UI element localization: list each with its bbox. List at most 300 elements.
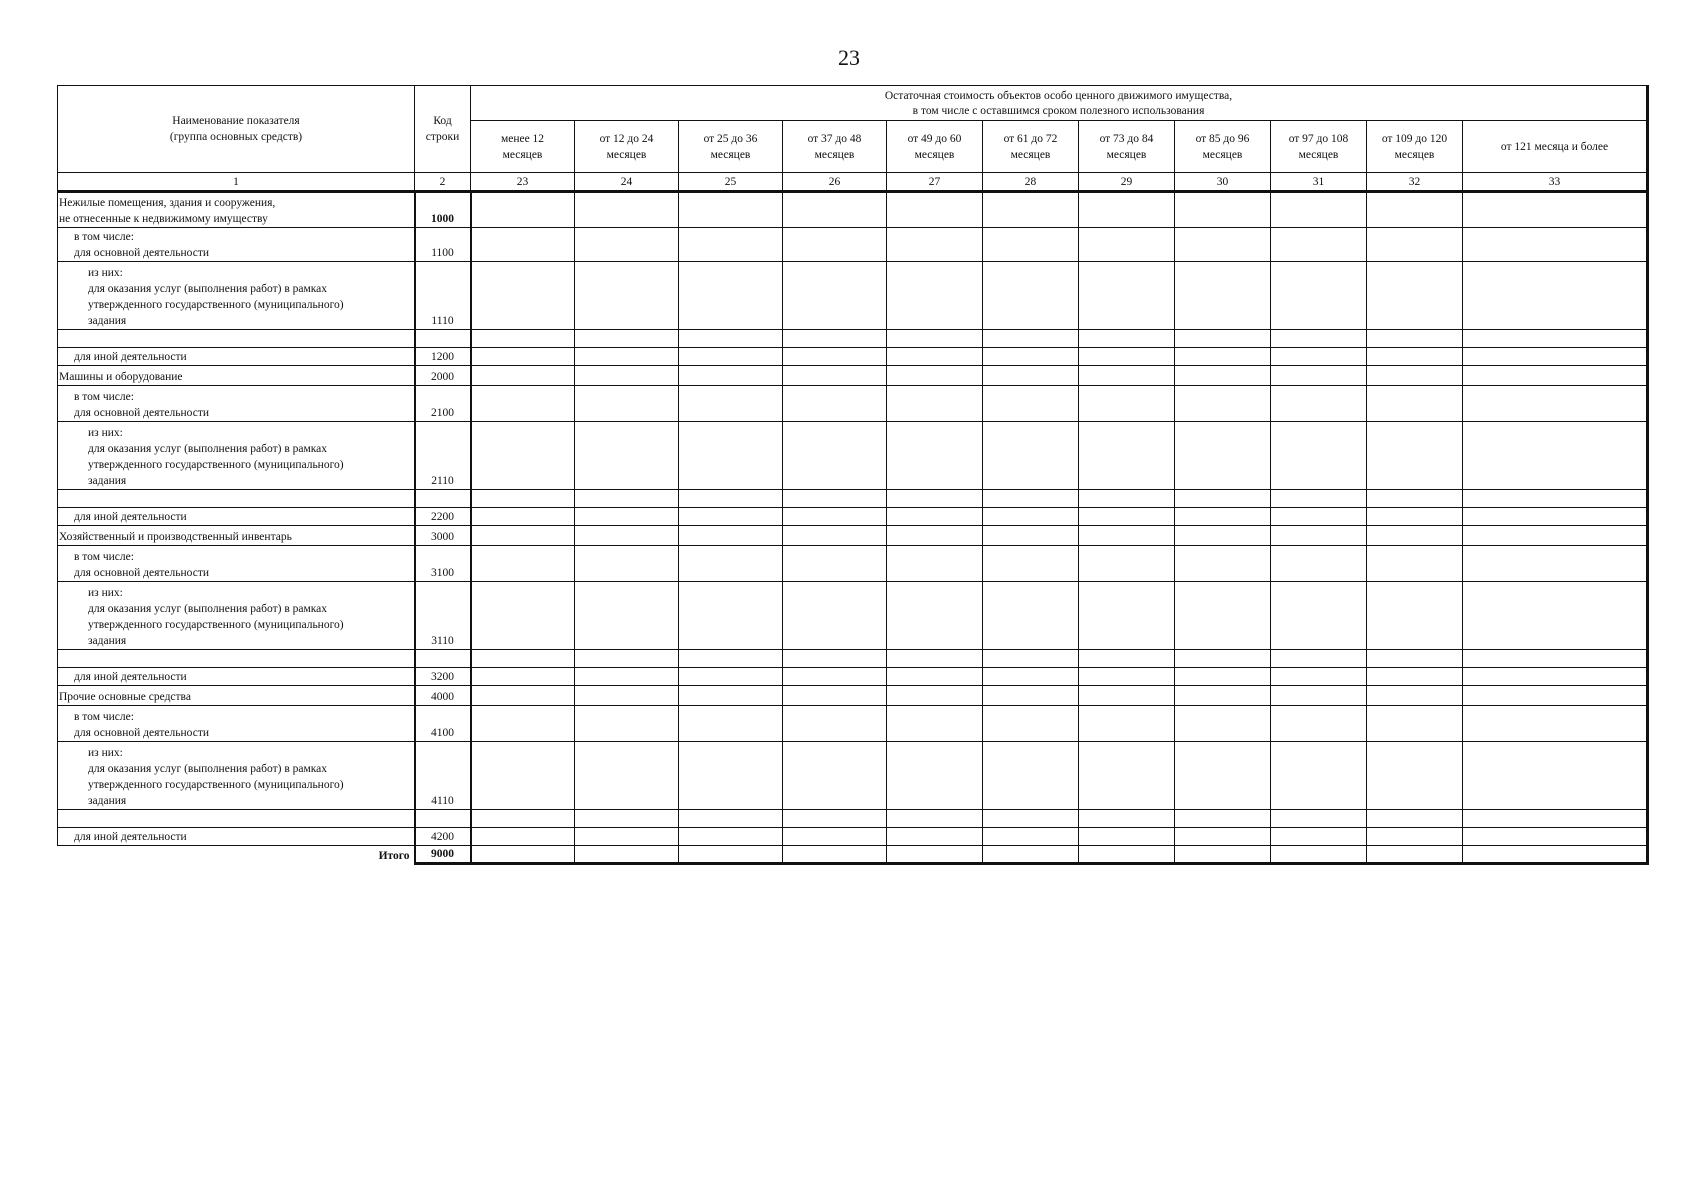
value-cell[interactable] bbox=[575, 546, 679, 582]
value-cell[interactable] bbox=[1271, 650, 1367, 668]
value-cell[interactable] bbox=[1175, 330, 1271, 348]
value-cell[interactable] bbox=[887, 490, 983, 508]
value-cell[interactable] bbox=[983, 546, 1079, 582]
value-cell[interactable] bbox=[887, 742, 983, 810]
value-cell[interactable] bbox=[1463, 422, 1648, 490]
value-cell[interactable] bbox=[887, 330, 983, 348]
row-indicator-name: Прочие основные средства bbox=[58, 686, 415, 706]
value-cell[interactable] bbox=[1271, 810, 1367, 828]
value-cell[interactable] bbox=[983, 810, 1079, 828]
value-cell[interactable] bbox=[1367, 668, 1463, 686]
value-cell[interactable] bbox=[1463, 810, 1648, 828]
value-cell[interactable] bbox=[1175, 422, 1271, 490]
value-cell[interactable] bbox=[471, 650, 575, 668]
value-cell[interactable] bbox=[1079, 810, 1175, 828]
value-cell[interactable] bbox=[1463, 262, 1648, 330]
value-cell[interactable] bbox=[1079, 490, 1175, 508]
value-cell[interactable] bbox=[679, 546, 783, 582]
value-cell[interactable] bbox=[887, 686, 983, 706]
value-cell[interactable] bbox=[983, 526, 1079, 546]
value-cell[interactable] bbox=[1079, 422, 1175, 490]
value-cell[interactable] bbox=[1271, 686, 1367, 706]
value-cell[interactable] bbox=[1175, 366, 1271, 386]
value-cell[interactable] bbox=[983, 386, 1079, 422]
row-indicator-name: для иной деятельности bbox=[58, 508, 415, 526]
row-code: 4110 bbox=[415, 742, 471, 810]
value-cell[interactable] bbox=[1175, 262, 1271, 330]
value-cell[interactable] bbox=[1367, 686, 1463, 706]
value-cell[interactable] bbox=[1079, 228, 1175, 262]
value-cell[interactable] bbox=[1463, 386, 1648, 422]
value-cell[interactable] bbox=[575, 686, 679, 706]
value-cell[interactable] bbox=[783, 422, 887, 490]
value-cell[interactable] bbox=[1271, 262, 1367, 330]
value-cell[interactable] bbox=[679, 330, 783, 348]
column-number: 28 bbox=[983, 173, 1079, 192]
value-cell[interactable] bbox=[783, 668, 887, 686]
value-cell[interactable] bbox=[575, 668, 679, 686]
value-cell[interactable] bbox=[1271, 490, 1367, 508]
value-cell[interactable] bbox=[1175, 582, 1271, 650]
header-period-col: от 25 до 36 месяцев bbox=[679, 121, 783, 173]
value-cell[interactable] bbox=[1175, 192, 1271, 228]
value-cell[interactable] bbox=[679, 508, 783, 526]
value-cell[interactable] bbox=[1463, 366, 1648, 386]
value-cell[interactable] bbox=[983, 262, 1079, 330]
column-number: 24 bbox=[575, 173, 679, 192]
value-cell[interactable] bbox=[887, 192, 983, 228]
value-cell[interactable] bbox=[1463, 348, 1648, 366]
value-cell[interactable] bbox=[575, 422, 679, 490]
value-cell[interactable] bbox=[1367, 262, 1463, 330]
table-row bbox=[58, 262, 1648, 330]
value-cell[interactable] bbox=[983, 366, 1079, 386]
value-cell[interactable] bbox=[575, 348, 679, 366]
column-number: 31 bbox=[1271, 173, 1367, 192]
value-cell[interactable] bbox=[471, 422, 575, 490]
value-cell[interactable] bbox=[1367, 490, 1463, 508]
value-cell[interactable] bbox=[783, 828, 887, 846]
value-cell[interactable] bbox=[1175, 348, 1271, 366]
header-row-code: Код строки bbox=[415, 86, 471, 173]
total-value-cell[interactable] bbox=[471, 846, 575, 864]
value-cell[interactable] bbox=[1271, 366, 1367, 386]
value-cell[interactable] bbox=[1367, 706, 1463, 742]
row-code: 3100 bbox=[415, 546, 471, 582]
value-cell[interactable] bbox=[1079, 386, 1175, 422]
value-cell[interactable] bbox=[1463, 686, 1648, 706]
value-cell[interactable] bbox=[887, 526, 983, 546]
table-row bbox=[58, 706, 1648, 742]
value-cell[interactable] bbox=[887, 582, 983, 650]
value-cell[interactable] bbox=[1463, 546, 1648, 582]
value-cell[interactable] bbox=[1463, 490, 1648, 508]
value-cell[interactable] bbox=[575, 582, 679, 650]
value-cell[interactable] bbox=[471, 262, 575, 330]
value-cell[interactable] bbox=[1271, 828, 1367, 846]
value-cell[interactable] bbox=[1367, 742, 1463, 810]
value-cell[interactable] bbox=[1175, 386, 1271, 422]
value-cell[interactable] bbox=[1463, 228, 1648, 262]
value-cell[interactable] bbox=[679, 686, 783, 706]
value-cell[interactable] bbox=[679, 668, 783, 686]
value-cell[interactable] bbox=[983, 422, 1079, 490]
value-cell[interactable] bbox=[1367, 366, 1463, 386]
value-cell[interactable] bbox=[1463, 330, 1648, 348]
row-code: 4200 bbox=[415, 828, 471, 846]
total-code: 9000 bbox=[415, 846, 471, 864]
value-cell[interactable] bbox=[575, 650, 679, 668]
value-cell[interactable] bbox=[471, 526, 575, 546]
value-cell[interactable] bbox=[1463, 582, 1648, 650]
value-cell[interactable] bbox=[575, 742, 679, 810]
value-cell[interactable] bbox=[1079, 686, 1175, 706]
row-code: 3000 bbox=[415, 526, 471, 546]
value-cell[interactable] bbox=[1271, 422, 1367, 490]
value-cell[interactable] bbox=[575, 228, 679, 262]
value-cell[interactable] bbox=[471, 686, 575, 706]
value-cell[interactable] bbox=[471, 810, 575, 828]
table-row bbox=[58, 228, 1648, 262]
value-cell[interactable] bbox=[887, 706, 983, 742]
value-cell[interactable] bbox=[983, 330, 1079, 348]
value-cell[interactable] bbox=[783, 650, 887, 668]
header-period-col: от 12 до 24 месяцев bbox=[575, 121, 679, 173]
value-cell[interactable] bbox=[887, 262, 983, 330]
value-cell[interactable] bbox=[783, 366, 887, 386]
table-row bbox=[58, 366, 1648, 386]
value-cell[interactable] bbox=[1079, 192, 1175, 228]
value-cell[interactable] bbox=[1271, 706, 1367, 742]
value-cell[interactable] bbox=[679, 742, 783, 810]
value-cell[interactable] bbox=[887, 650, 983, 668]
value-cell[interactable] bbox=[679, 228, 783, 262]
value-cell[interactable] bbox=[983, 742, 1079, 810]
value-cell[interactable] bbox=[1175, 228, 1271, 262]
table-row bbox=[58, 582, 1648, 650]
value-cell[interactable] bbox=[783, 386, 887, 422]
column-number: 25 bbox=[679, 173, 783, 192]
value-cell[interactable] bbox=[1175, 668, 1271, 686]
row-code: 1000 bbox=[415, 192, 471, 228]
value-cell[interactable] bbox=[679, 192, 783, 228]
value-cell[interactable] bbox=[983, 686, 1079, 706]
value-cell[interactable] bbox=[471, 192, 575, 228]
value-cell[interactable] bbox=[679, 828, 783, 846]
row-code bbox=[415, 810, 471, 828]
value-cell[interactable] bbox=[983, 650, 1079, 668]
value-cell[interactable] bbox=[575, 508, 679, 526]
value-cell[interactable] bbox=[783, 686, 887, 706]
value-cell[interactable] bbox=[1367, 828, 1463, 846]
value-cell[interactable] bbox=[1271, 668, 1367, 686]
row-code bbox=[415, 650, 471, 668]
value-cell[interactable] bbox=[575, 828, 679, 846]
row-code: 2110 bbox=[415, 422, 471, 490]
value-cell[interactable] bbox=[783, 526, 887, 546]
table-row bbox=[58, 546, 1648, 582]
value-cell[interactable] bbox=[1463, 526, 1648, 546]
value-cell[interactable] bbox=[575, 386, 679, 422]
value-cell[interactable] bbox=[887, 508, 983, 526]
value-cell[interactable] bbox=[983, 828, 1079, 846]
value-cell[interactable] bbox=[1079, 668, 1175, 686]
value-cell[interactable] bbox=[679, 386, 783, 422]
value-cell[interactable] bbox=[887, 810, 983, 828]
value-cell[interactable] bbox=[1463, 192, 1648, 228]
column-number: 32 bbox=[1367, 173, 1463, 192]
table-row bbox=[58, 386, 1648, 422]
value-cell[interactable] bbox=[983, 668, 1079, 686]
value-cell[interactable] bbox=[471, 828, 575, 846]
value-cell[interactable] bbox=[783, 262, 887, 330]
value-cell[interactable] bbox=[887, 546, 983, 582]
value-cell[interactable] bbox=[1463, 668, 1648, 686]
value-cell[interactable] bbox=[1271, 228, 1367, 262]
row-indicator-name: для иной деятельности bbox=[58, 348, 415, 366]
total-value-cell[interactable] bbox=[1463, 846, 1648, 864]
value-cell[interactable] bbox=[471, 582, 575, 650]
column-number: 33 bbox=[1463, 173, 1648, 192]
value-cell[interactable] bbox=[783, 508, 887, 526]
header-period-col: от 121 месяца и более bbox=[1463, 121, 1648, 173]
value-cell[interactable] bbox=[679, 422, 783, 490]
row-indicator-name: Нежилые помещения, здания и сооружения, не отнесенные к недвижимому имуществу bbox=[58, 192, 415, 228]
value-cell[interactable] bbox=[1271, 742, 1367, 810]
value-cell[interactable] bbox=[983, 228, 1079, 262]
value-cell[interactable] bbox=[783, 228, 887, 262]
value-cell[interactable] bbox=[1079, 526, 1175, 546]
value-cell[interactable] bbox=[471, 386, 575, 422]
total-value-cell[interactable] bbox=[679, 846, 783, 864]
value-cell[interactable] bbox=[1079, 828, 1175, 846]
header-indicator-name: Наименование показателя (группа основных средств) bbox=[58, 86, 415, 173]
total-label: Итого bbox=[378, 849, 410, 862]
value-cell[interactable] bbox=[679, 810, 783, 828]
value-cell[interactable] bbox=[1463, 706, 1648, 742]
value-cell[interactable] bbox=[1175, 706, 1271, 742]
value-cell[interactable] bbox=[1175, 490, 1271, 508]
table-row bbox=[58, 508, 1648, 526]
table-row bbox=[58, 330, 1648, 348]
value-cell[interactable] bbox=[887, 422, 983, 490]
value-cell[interactable] bbox=[1079, 348, 1175, 366]
total-value-cell[interactable] bbox=[1367, 846, 1463, 864]
value-cell[interactable] bbox=[1271, 386, 1367, 422]
row-indicator-name: из них: для оказания услуг (выполнения работ) в рамках утвержденного государственного (муниципального) задания bbox=[58, 422, 415, 490]
page-number: 23 bbox=[838, 45, 860, 70]
value-cell[interactable] bbox=[1175, 546, 1271, 582]
value-cell[interactable] bbox=[783, 192, 887, 228]
total-value-cell[interactable] bbox=[1175, 846, 1271, 864]
row-code: 4100 bbox=[415, 706, 471, 742]
row-code: 3110 bbox=[415, 582, 471, 650]
value-cell[interactable] bbox=[1271, 508, 1367, 526]
value-cell[interactable] bbox=[887, 366, 983, 386]
total-value-cell[interactable] bbox=[983, 846, 1079, 864]
value-cell[interactable] bbox=[1271, 348, 1367, 366]
value-cell[interactable] bbox=[1367, 508, 1463, 526]
value-cell[interactable] bbox=[575, 810, 679, 828]
value-cell[interactable] bbox=[1079, 650, 1175, 668]
value-cell[interactable] bbox=[1271, 330, 1367, 348]
value-cell[interactable] bbox=[575, 366, 679, 386]
value-cell[interactable] bbox=[471, 706, 575, 742]
header-period-col: от 61 до 72 месяцев bbox=[983, 121, 1079, 173]
value-cell[interactable] bbox=[887, 828, 983, 846]
row-indicator-name: Хозяйственный и производственный инвентарь bbox=[58, 526, 415, 546]
row-code bbox=[415, 490, 471, 508]
row-indicator-name: из них: для оказания услуг (выполнения работ) в рамках утвержденного государственного (муниципального) задания bbox=[58, 742, 415, 810]
value-cell[interactable] bbox=[679, 706, 783, 742]
value-cell[interactable] bbox=[783, 742, 887, 810]
value-cell[interactable] bbox=[1367, 192, 1463, 228]
row-code: 2200 bbox=[415, 508, 471, 526]
value-cell[interactable] bbox=[783, 490, 887, 508]
value-cell[interactable] bbox=[887, 228, 983, 262]
column-number: 1 bbox=[58, 173, 415, 192]
value-cell[interactable] bbox=[575, 706, 679, 742]
value-cell[interactable] bbox=[1271, 526, 1367, 546]
row-code bbox=[415, 330, 471, 348]
value-cell[interactable] bbox=[471, 366, 575, 386]
value-cell[interactable] bbox=[983, 582, 1079, 650]
value-cell[interactable] bbox=[679, 490, 783, 508]
value-cell[interactable] bbox=[679, 348, 783, 366]
table-row bbox=[58, 810, 1648, 828]
row-code: 1110 bbox=[415, 262, 471, 330]
form-table-container bbox=[57, 85, 1647, 865]
value-cell[interactable] bbox=[679, 650, 783, 668]
value-cell[interactable] bbox=[1271, 192, 1367, 228]
value-cell[interactable] bbox=[887, 348, 983, 366]
value-cell[interactable] bbox=[1367, 582, 1463, 650]
value-cell[interactable] bbox=[679, 582, 783, 650]
value-cell[interactable] bbox=[679, 526, 783, 546]
value-cell[interactable] bbox=[783, 348, 887, 366]
total-value-cell[interactable] bbox=[887, 846, 983, 864]
value-cell[interactable] bbox=[783, 706, 887, 742]
value-cell[interactable] bbox=[471, 546, 575, 582]
value-cell[interactable] bbox=[471, 742, 575, 810]
value-cell[interactable] bbox=[983, 508, 1079, 526]
header-period-col: от 73 до 84 месяцев bbox=[1079, 121, 1175, 173]
value-cell[interactable] bbox=[1367, 228, 1463, 262]
value-cell[interactable] bbox=[1367, 526, 1463, 546]
value-cell[interactable] bbox=[983, 490, 1079, 508]
value-cell[interactable] bbox=[1271, 546, 1367, 582]
value-cell[interactable] bbox=[1079, 508, 1175, 526]
value-cell[interactable] bbox=[471, 330, 575, 348]
value-cell[interactable] bbox=[1271, 582, 1367, 650]
value-cell[interactable] bbox=[1367, 810, 1463, 828]
value-cell[interactable] bbox=[783, 810, 887, 828]
value-cell[interactable] bbox=[575, 526, 679, 546]
value-cell[interactable] bbox=[1367, 348, 1463, 366]
value-cell[interactable] bbox=[575, 330, 679, 348]
value-cell[interactable] bbox=[983, 706, 1079, 742]
value-cell[interactable] bbox=[1079, 330, 1175, 348]
column-number: 26 bbox=[783, 173, 887, 192]
value-cell[interactable] bbox=[1079, 366, 1175, 386]
header-period-col: менее 12 месяцев bbox=[471, 121, 575, 173]
value-cell[interactable] bbox=[471, 668, 575, 686]
value-cell[interactable] bbox=[1463, 828, 1648, 846]
total-value-cell[interactable] bbox=[575, 846, 679, 864]
value-cell[interactable] bbox=[1463, 650, 1648, 668]
value-cell[interactable] bbox=[575, 490, 679, 508]
value-cell[interactable] bbox=[983, 192, 1079, 228]
value-cell[interactable] bbox=[1463, 508, 1648, 526]
value-cell[interactable] bbox=[575, 262, 679, 330]
value-cell[interactable] bbox=[983, 348, 1079, 366]
value-cell[interactable] bbox=[783, 330, 887, 348]
value-cell[interactable] bbox=[1079, 742, 1175, 810]
value-cell[interactable] bbox=[1367, 546, 1463, 582]
row-indicator-name: из них: для оказания услуг (выполнения работ) в рамках утвержденного государственного (муниципального) задания bbox=[58, 582, 415, 650]
header-period-col: от 49 до 60 месяцев bbox=[887, 121, 983, 173]
table-row bbox=[58, 668, 1648, 686]
value-cell[interactable] bbox=[1367, 650, 1463, 668]
row-indicator-name bbox=[58, 650, 415, 668]
table-row bbox=[58, 192, 1648, 228]
value-cell[interactable] bbox=[1079, 546, 1175, 582]
value-cell[interactable] bbox=[887, 386, 983, 422]
value-cell[interactable] bbox=[1175, 810, 1271, 828]
row-code: 2000 bbox=[415, 366, 471, 386]
value-cell[interactable] bbox=[1175, 508, 1271, 526]
total-value-cell[interactable] bbox=[1079, 846, 1175, 864]
row-indicator-name: в том числе: для основной деятельности bbox=[58, 706, 415, 742]
header-period-col: от 109 до 120 месяцев bbox=[1367, 121, 1463, 173]
value-cell[interactable] bbox=[1367, 422, 1463, 490]
value-cell[interactable] bbox=[783, 582, 887, 650]
value-cell[interactable] bbox=[471, 228, 575, 262]
value-cell[interactable] bbox=[1175, 686, 1271, 706]
table-row bbox=[58, 650, 1648, 668]
value-cell[interactable] bbox=[679, 262, 783, 330]
value-cell[interactable] bbox=[887, 668, 983, 686]
value-cell[interactable] bbox=[1175, 526, 1271, 546]
value-cell[interactable] bbox=[1175, 742, 1271, 810]
value-cell[interactable] bbox=[1079, 262, 1175, 330]
row-code: 1100 bbox=[415, 228, 471, 262]
value-cell[interactable] bbox=[1079, 582, 1175, 650]
value-cell[interactable] bbox=[1175, 828, 1271, 846]
value-cell[interactable] bbox=[1175, 650, 1271, 668]
row-code: 4000 bbox=[415, 686, 471, 706]
value-cell[interactable] bbox=[575, 192, 679, 228]
value-cell[interactable] bbox=[1367, 386, 1463, 422]
column-number: 27 bbox=[887, 173, 983, 192]
value-cell[interactable] bbox=[1367, 330, 1463, 348]
residual-value-table bbox=[57, 85, 1649, 865]
value-cell[interactable] bbox=[471, 508, 575, 526]
row-indicator-name bbox=[58, 490, 415, 508]
table-row bbox=[58, 526, 1648, 546]
value-cell[interactable] bbox=[471, 490, 575, 508]
value-cell[interactable] bbox=[783, 546, 887, 582]
total-value-cell[interactable] bbox=[1271, 846, 1367, 864]
value-cell[interactable] bbox=[1463, 742, 1648, 810]
value-cell[interactable] bbox=[471, 348, 575, 366]
value-cell[interactable] bbox=[1079, 706, 1175, 742]
header-period-col: от 37 до 48 месяцев bbox=[783, 121, 887, 173]
value-cell[interactable] bbox=[679, 366, 783, 386]
total-value-cell[interactable] bbox=[783, 846, 887, 864]
table-row bbox=[58, 348, 1648, 366]
row-indicator-name: для иной деятельности bbox=[58, 668, 415, 686]
